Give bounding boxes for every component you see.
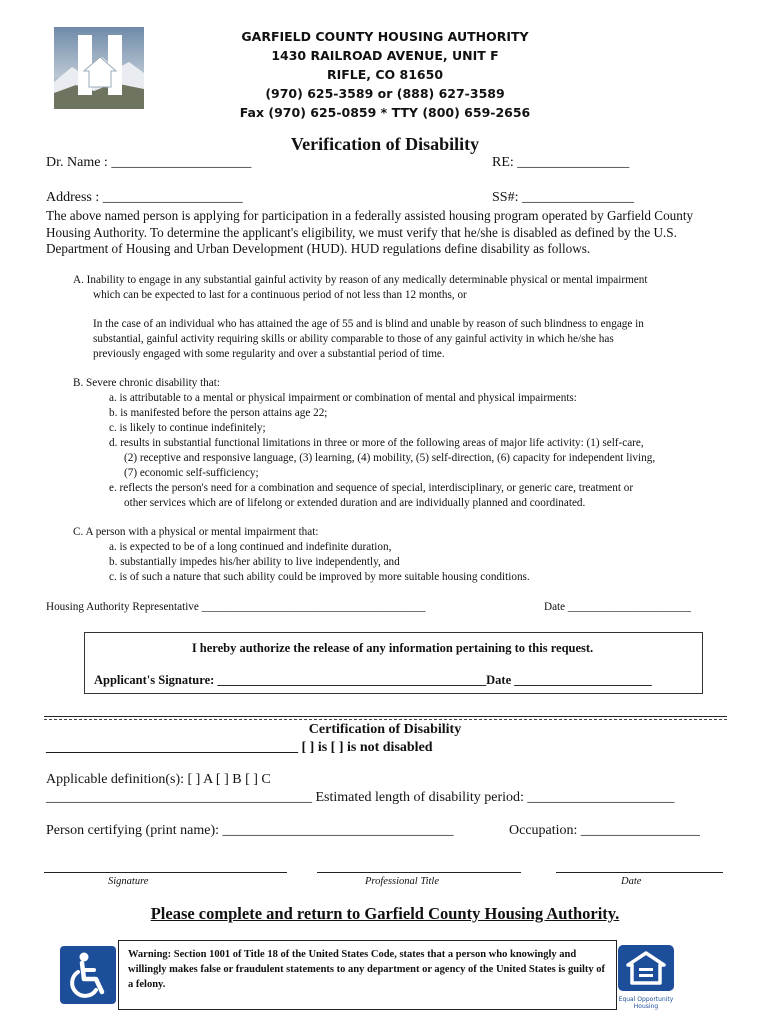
occupation-field[interactable]: Occupation: _________________ <box>509 823 700 838</box>
def-b-e1: e. reflects the person's need for a combination and sequence of special, interdisciplinary, or generic care, treatment or <box>109 482 634 494</box>
address-field[interactable]: Address : ____________________ <box>46 190 243 205</box>
professional-title-label: Professional Title <box>365 876 439 887</box>
org-city: RIFLE, CO 81650 <box>326 67 444 82</box>
wheelchair-accessibility-icon <box>60 946 116 1004</box>
section-divider <box>44 716 727 717</box>
date-label: Date <box>621 876 642 887</box>
def-a-p2-3: previously engaged with some regularity and over a substantial period of time. <box>93 348 445 360</box>
def-a-p2-2: substantial, gainful activity requiring skills or ability comparable to those of any gainful activity in which he/she has <box>93 333 614 345</box>
signature-label: Signature <box>108 876 149 887</box>
disabled-status-checkboxes[interactable]: ____________________________________ [ ] is [ ] is not disabled <box>46 740 433 755</box>
def-c-c: c. is of such a nature that such ability could be improved by more suitable housing conditions. <box>109 571 530 583</box>
estimated-length-field[interactable]: ______________________________________ Estimated length of disability period: _____________________ <box>46 790 675 805</box>
letterhead <box>160 27 610 122</box>
def-b-d2: (2) receptive and responsive language, (3) learning, (4) mobility, (5) self-direction, (6) capacity for independent living, <box>124 452 656 464</box>
def-b-b: b. is manifested before the person attains age 22; <box>109 407 328 419</box>
dr-name-field[interactable]: Dr. Name : ____________________ <box>46 155 252 170</box>
def-a-p2-1: In the case of an individual who has attained the age of 55 and is blind and unable by reason of such blindness to engage in <box>93 318 644 330</box>
def-b-a: a. is attributable to a mental or physical impairment or combination of mental and physical impairments: <box>109 392 577 404</box>
ss-field[interactable]: SS#: ________________ <box>492 190 634 205</box>
return-instruction: Please complete and return to Garfield County Housing Authority. <box>150 904 620 923</box>
professional-title-line[interactable] <box>317 872 521 873</box>
def-b-c: c. is likely to continue indefinitely; <box>109 422 266 434</box>
org-name: GARFIELD COUNTY HOUSING AUTHORITY <box>241 29 529 44</box>
section-divider-dashed <box>44 719 727 720</box>
def-c-head: C. A person with a physical or mental impairment that: <box>73 526 319 538</box>
representative-date-field[interactable]: Date ______________________ <box>544 601 691 613</box>
org-fax: Fax (970) 625-0859 * TTY (800) 659-2656 <box>239 105 531 120</box>
applicant-signature-field[interactable]: Applicant's Signature: ___________________________________________Date ______________________ <box>94 673 652 687</box>
intro-paragraph: The above named person is applying for participation in a federally assisted housing program operated by Garfield County Housing Authority. To determine the applicant's eligibility, we must verify that he/she is disabled as defined by the U.S. Department of Housing and Urban Development (HUD). HUD regulations define disability as follows. <box>46 208 694 256</box>
warning-text: Warning: Section 1001 of Title 18 of the United States Code, states that a person who knowingly and willingly makes false or fraudulent statements to any department or agency of the United States is guilty of a felony. <box>128 949 606 990</box>
equal-housing-opportunity-icon <box>618 945 674 1010</box>
person-certifying-field[interactable]: Person certifying (print name): _________________________________ <box>46 823 454 838</box>
def-b-head: B. Severe chronic disability that: <box>73 377 220 389</box>
housing-authority-logo <box>54 27 144 109</box>
representative-field[interactable]: Housing Authority Representative ________________________________________ <box>46 601 426 613</box>
eho-label-1: Equal Opportunity <box>618 996 674 1003</box>
def-a-line2: which can be expected to last for a continuous period of not less than 12 months, or <box>93 289 467 301</box>
def-c-b: b. substantially impedes his/her ability to live independently, and <box>109 556 400 568</box>
org-street: 1430 RAILROAD AVENUE, UNIT F <box>271 48 499 63</box>
eho-label-2: Housing <box>633 1003 659 1010</box>
def-a-line1: A. Inability to engage in any substantial gainful activity by reason of any medically determinable physical or mental impairment <box>73 274 648 286</box>
def-b-d3: (7) economic self-sufficiency; <box>124 467 259 479</box>
def-b-d1: d. results in substantial functional limitations in three or more of the following areas of major life activity: (1) self-care, <box>109 437 644 449</box>
def-c-a: a. is expected to be of a long continued and indefinite duration, <box>109 541 392 553</box>
certification-title: Certification of Disability <box>308 722 462 737</box>
form-title: Verification of Disability <box>290 134 480 154</box>
date-line[interactable] <box>556 872 723 873</box>
authorization-statement: I hereby authorize the release of any information pertaining to this request. <box>191 641 594 655</box>
applicable-definitions-checkboxes[interactable]: Applicable definition(s): [ ] A [ ] B [ ] C <box>46 772 271 787</box>
org-phone: (970) 625-3589 or (888) 627-3589 <box>265 86 505 101</box>
signature-line[interactable] <box>44 872 287 873</box>
re-field[interactable]: RE: ________________ <box>492 155 630 170</box>
def-b-e2: other services which are of lifelong or extended duration and are individually planned and coordinated. <box>124 497 586 509</box>
